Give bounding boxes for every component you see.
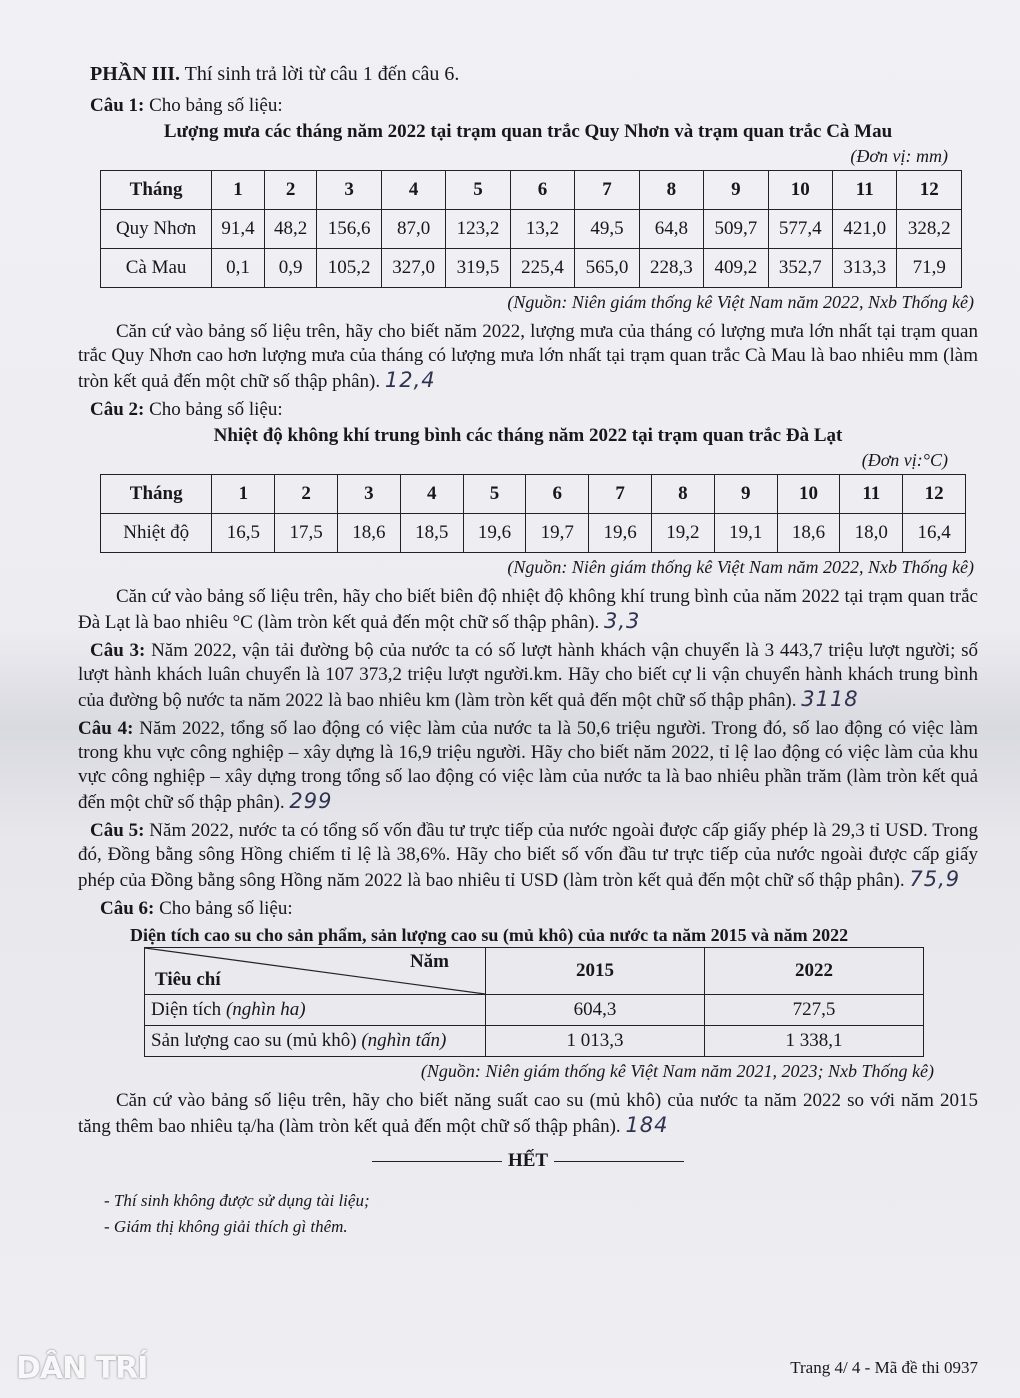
q6-handwritten-answer: 184 <box>625 1113 669 1137</box>
end-marker <box>78 1149 978 1173</box>
q1-month-header: 9 <box>704 171 768 210</box>
q1-cell: 565,0 <box>575 249 639 288</box>
q2-month-header: 6 <box>526 475 589 514</box>
q2-cell: 19,7 <box>526 514 589 553</box>
page-footer: Trang 4/ 4 - Mã đề thi 0937 <box>790 1358 978 1377</box>
q6-intro: Cho bảng số liệu: <box>154 898 293 919</box>
q1-month-header: 1 <box>212 171 265 210</box>
q6-output-2015: 1 013,3 <box>486 1026 705 1057</box>
q1-cell: 313,3 <box>833 249 897 288</box>
dantri-logo: DÂN TRÍ <box>16 1351 148 1386</box>
q6-text <box>78 1089 978 1139</box>
q6-corner-criteria: Tiêu chí <box>155 969 221 990</box>
q1-month-header: 5 <box>446 171 510 210</box>
q2-month-header: 11 <box>840 475 903 514</box>
part-title <box>90 62 978 86</box>
q1-cell: 0,9 <box>264 249 317 288</box>
q1-question: Căn cứ vào bảng số liệu trên, hãy cho biết năm 2022, lượng mưa của tháng có lượng mưa lớn nhất tại trạm quan trắc Quy Nhơn cao hơn lượng mưa của tháng có lượng mưa lớn nhất tại trạm quan trắc Cà Mau là bao nhiêu mm (làm tròn kết quả đến một chữ số thập phân). <box>78 321 978 392</box>
table-row <box>101 475 966 514</box>
table-row <box>101 210 962 249</box>
q2-source: (Nguồn: Niên giám thống kê Việt Nam năm 2022, Nxb Thống kê) <box>507 557 974 577</box>
note-2: - Giám thị không giải thích gì thêm. <box>104 1217 348 1236</box>
table-row <box>101 514 966 553</box>
q1-cell: 123,2 <box>446 210 510 249</box>
q6-year-2015: 2015 <box>486 948 705 995</box>
q6-output-label: Sản lượng cao su (mủ khô) <box>151 1030 362 1051</box>
q2-unit: (Đơn vị:°C) <box>861 450 948 470</box>
q1-month-header: 3 <box>317 171 381 210</box>
q2-heading <box>90 398 978 422</box>
divider <box>372 1161 502 1162</box>
q2-cell: 18,5 <box>400 514 463 553</box>
q1-cell: 0,1 <box>212 249 265 288</box>
q2-intro: Cho bảng số liệu: <box>144 399 283 420</box>
q1-cell: 49,5 <box>575 210 639 249</box>
q4-handwritten-answer: 299 <box>289 789 333 813</box>
q6-label: Câu 6: <box>100 898 155 919</box>
q6-area-unit: (nghìn ha) <box>225 999 306 1020</box>
q2-month-header: 4 <box>400 475 463 514</box>
q3-text <box>78 639 978 713</box>
q6-corner-cell <box>145 948 486 995</box>
q2-row-label: Nhiệt độ <box>101 514 212 553</box>
q1-heading <box>90 94 978 118</box>
q4-text <box>78 717 978 815</box>
q6-heading <box>100 897 978 921</box>
q1-cell: 352,7 <box>768 249 832 288</box>
q2-cell: 16,4 <box>903 514 966 553</box>
q2-cell: 19,1 <box>714 514 777 553</box>
q4-label: Câu 4: <box>78 718 134 739</box>
table-row <box>101 171 962 210</box>
q6-row-label <box>145 1026 486 1057</box>
q6-year-2022: 2022 <box>705 948 924 995</box>
q1-cell: 48,2 <box>264 210 317 249</box>
note-1: - Thí sinh không được sử dụng tài liệu; <box>104 1191 370 1210</box>
q2-month-header: 8 <box>652 475 715 514</box>
q1-row-label: Quy Nhơn <box>101 210 212 249</box>
q6-area-2015: 604,3 <box>486 995 705 1026</box>
part-label: PHẦN III. <box>90 63 181 85</box>
q1-cell: 64,8 <box>639 210 703 249</box>
q2-text <box>78 585 978 635</box>
q6-table-title: Diện tích cao su cho sản phẩm, sản lượng cao su (mủ khô) của nước ta năm 2015 và năm 2022 <box>130 925 849 945</box>
divider <box>554 1161 684 1162</box>
q6-rubber-table <box>144 947 924 1057</box>
q1-cell: 87,0 <box>381 210 445 249</box>
q1-month-header: 6 <box>510 171 574 210</box>
q1-month-header: 4 <box>381 171 445 210</box>
q2-month-header: 10 <box>777 475 840 514</box>
q1-cell: 421,0 <box>833 210 897 249</box>
q2-month-header: 2 <box>275 475 338 514</box>
q6-source: (Nguồn: Niên giám thống kê Việt Nam năm 2021, 2023; Nxb Thống kê) <box>420 1061 934 1081</box>
q1-cell: 327,0 <box>381 249 445 288</box>
q2-label: Câu 2: <box>90 399 145 420</box>
q1-cell: 328,2 <box>897 210 962 249</box>
exam-content <box>78 62 978 1241</box>
q5-label: Câu 5: <box>90 820 145 841</box>
q6-row-label <box>145 995 486 1026</box>
q2-month-header: 1 <box>212 475 275 514</box>
q2-handwritten-answer: 3,3 <box>604 609 641 633</box>
q1-intro: Cho bảng số liệu: <box>144 95 283 116</box>
q2-cell: 18,0 <box>840 514 903 553</box>
q2-month-header: 9 <box>714 475 777 514</box>
q1-cell: 577,4 <box>768 210 832 249</box>
q3-question: Năm 2022, vận tải đường bộ của nước ta có số lượt hành khách vận chuyển là 3 443,7 triệu lượt người; số lượt hành khách luân chuyển là 107 373,2 triệu lượt người.km. Hãy cho biết cự li vận chuyển hành khách trung bình của đường bộ nước ta năm 2022 là bao nhiêu km (làm tròn kết quả đến một chữ số thập phân). <box>78 640 978 711</box>
q1-cell: 91,4 <box>212 210 265 249</box>
part-instruction: Thí sinh trả lời từ câu 1 đến câu 6. <box>180 63 460 85</box>
q1-cell: 228,3 <box>639 249 703 288</box>
q4-question: Năm 2022, tổng số lao động có việc làm của nước ta là 50,6 triệu người. Trong đó, số lao động có việc làm trong khu vực công nghiệp – xây dựng là 16,9 triệu người. Hãy cho biết năm 2022, tỉ lệ lao động có việc làm của khu vực công nghiệp – xây dựng trong tổng số lao động có việc làm của nước ta là bao nhiêu phần trăm (làm tròn kết quả đến một chữ số thập phân). <box>78 718 978 813</box>
q2-cell: 19,6 <box>589 514 652 553</box>
q1-header-label: Tháng <box>101 171 212 210</box>
q1-cell: 409,2 <box>704 249 768 288</box>
q1-month-header: 2 <box>264 171 317 210</box>
q2-month-header: 5 <box>463 475 526 514</box>
q6-corner-year: Năm <box>409 951 449 972</box>
q2-cell: 17,5 <box>275 514 338 553</box>
q1-table-title: Lượng mưa các tháng năm 2022 tại trạm quan trắc Quy Nhơn và trạm quan trắc Cà Mau <box>163 121 893 142</box>
q1-cell: 105,2 <box>317 249 381 288</box>
q2-cell: 19,2 <box>652 514 715 553</box>
q2-question: Căn cứ vào bảng số liệu trên, hãy cho biết biên độ nhiệt độ không khí trung bình của năm 2022 tại trạm quan trắc Đà Lạt là bao nhiêu °C (làm tròn kết quả đến một chữ số thập phân). <box>78 586 978 633</box>
q1-rainfall-table <box>100 170 962 288</box>
q6-area-label: Diện tích <box>151 999 226 1020</box>
q1-row-label: Cà Mau <box>101 249 212 288</box>
q2-cell: 18,6 <box>338 514 401 553</box>
q6-output-unit: (nghìn tấn) <box>361 1030 447 1051</box>
q1-month-header: 7 <box>575 171 639 210</box>
q1-month-header: 11 <box>833 171 897 210</box>
q3-label: Câu 3: <box>90 640 146 661</box>
table-row <box>145 1026 924 1057</box>
q1-unit: (Đơn vị: mm) <box>850 146 948 166</box>
q6-output-2022: 1 338,1 <box>705 1026 924 1057</box>
table-row <box>145 995 924 1026</box>
q1-month-header: 10 <box>768 171 832 210</box>
q5-question: Năm 2022, nước ta có tổng số vốn đầu tư trực tiếp của nước ngoài được cấp giấy phép là 29,3 tỉ USD. Trong đó, Đồng bằng sông Hồng chiếm tỉ lệ là 38,6%. Hãy cho biết số vốn đầu tư trực tiếp của nước ngoài được cấp giấy phép của Đồng bằng sông Hồng năm 2022 là bao nhiêu tỉ USD (làm tròn kết quả đến một chữ số thập phân). <box>78 820 978 891</box>
q1-cell: 156,6 <box>317 210 381 249</box>
q2-month-header: 3 <box>338 475 401 514</box>
q1-label: Câu 1: <box>90 95 145 116</box>
q2-cell: 16,5 <box>212 514 275 553</box>
q1-source: (Nguồn: Niên giám thống kê Việt Nam năm 2022, Nxb Thống kê) <box>507 292 974 312</box>
q1-cell: 225,4 <box>510 249 574 288</box>
q2-cell: 19,6 <box>463 514 526 553</box>
q2-temperature-table <box>100 474 966 553</box>
q2-header-label: Tháng <box>101 475 212 514</box>
q1-cell: 13,2 <box>510 210 574 249</box>
q1-month-header: 12 <box>897 171 962 210</box>
q3-handwritten-answer: 3118 <box>801 687 859 711</box>
q1-cell: 509,7 <box>704 210 768 249</box>
q2-cell: 18,6 <box>777 514 840 553</box>
q2-month-header: 7 <box>589 475 652 514</box>
q1-cell: 71,9 <box>897 249 962 288</box>
end-text: HẾT <box>507 1150 549 1171</box>
table-row <box>101 249 962 288</box>
q2-month-header: 12 <box>903 475 966 514</box>
q1-handwritten-answer: 12,4 <box>384 368 436 392</box>
q5-handwritten-answer: 75,9 <box>909 867 961 891</box>
q5-text <box>78 819 978 893</box>
q6-question: Căn cứ vào bảng số liệu trên, hãy cho biết năng suất cao su (mủ khô) của nước ta năm 2022 so với năm 2015 tăng thêm bao nhiêu tạ/ha (làm tròn kết quả đến một chữ số thập phân). <box>78 1090 978 1137</box>
table-row <box>145 948 924 995</box>
q2-table-title: Nhiệt độ không khí trung bình các tháng năm 2022 tại trạm quan trắc Đà Lạt <box>213 425 843 446</box>
q1-cell: 319,5 <box>446 249 510 288</box>
q1-text <box>78 320 978 394</box>
q1-month-header: 8 <box>639 171 703 210</box>
q6-area-2022: 727,5 <box>705 995 924 1026</box>
